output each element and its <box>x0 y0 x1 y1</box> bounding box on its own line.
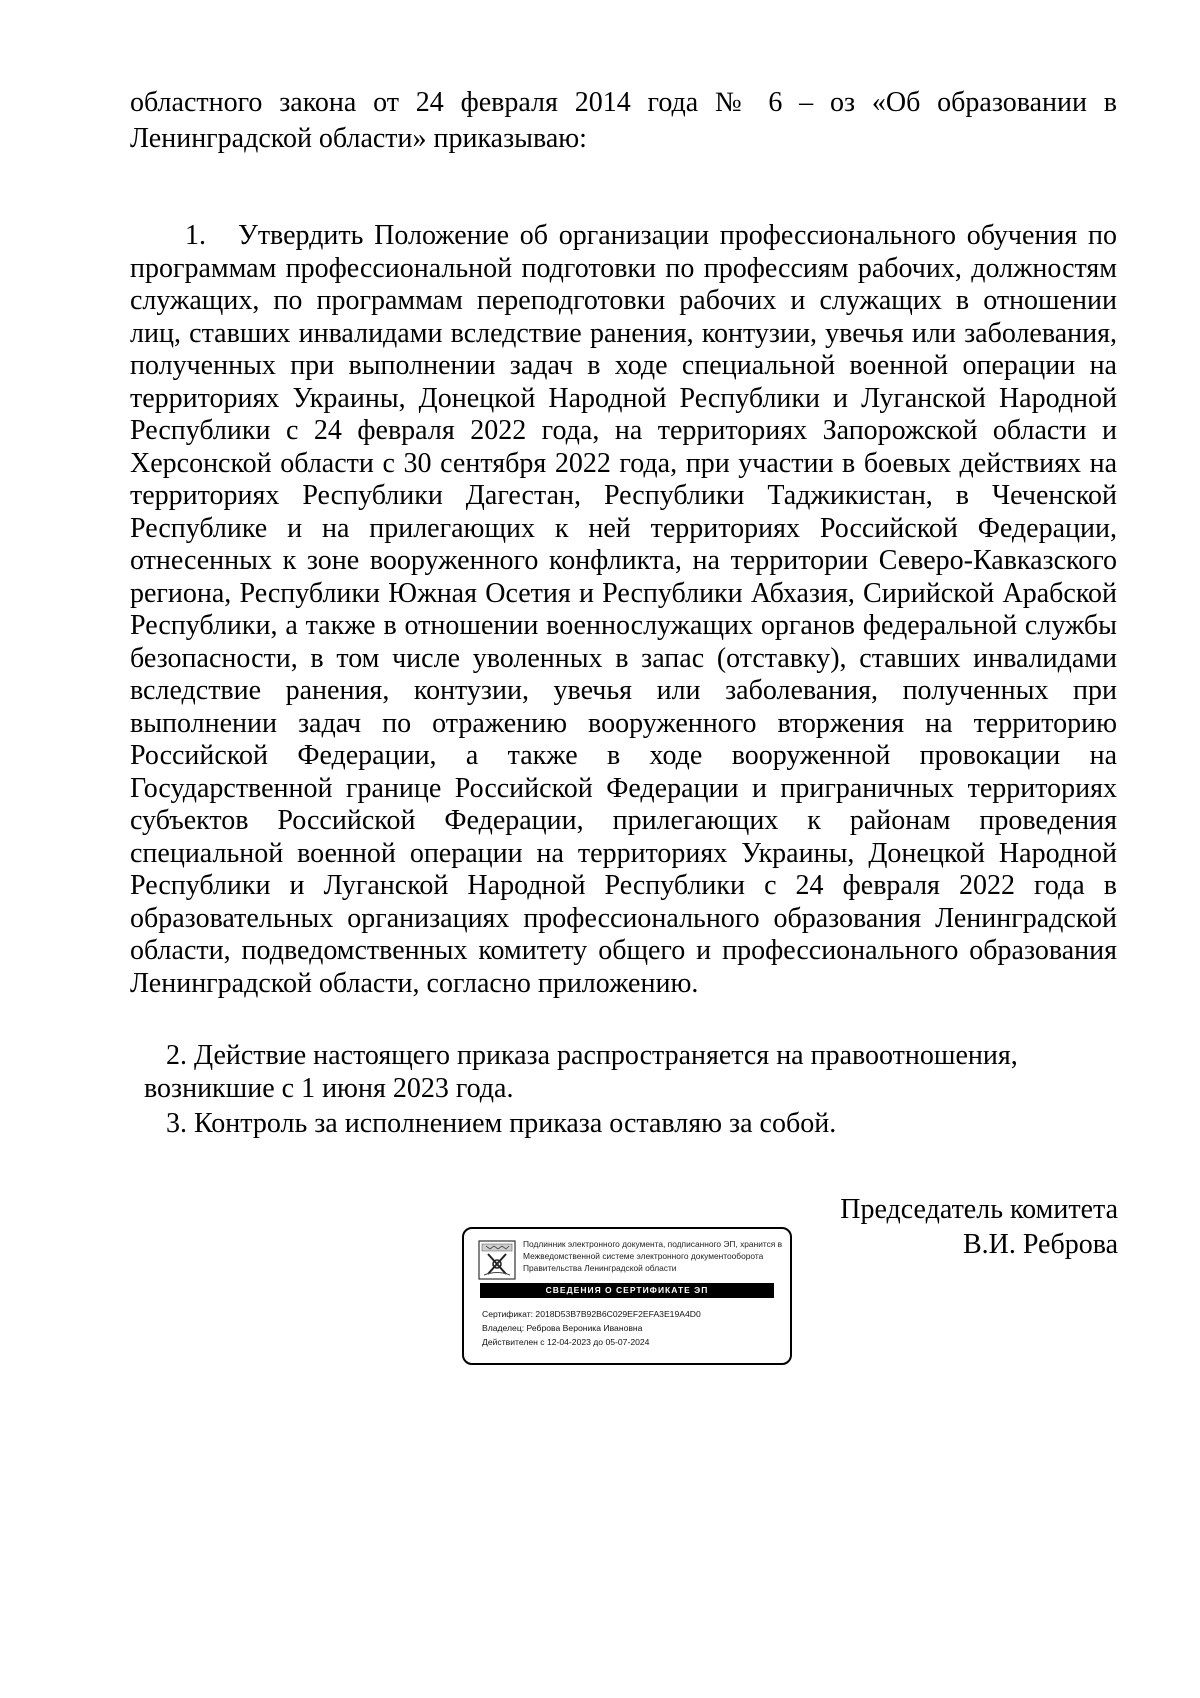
stamp-header: СВЕДЕНИЯ О СЕРТИФИКАТЕ ЭП <box>480 1283 774 1298</box>
stamp-validity: Действителен с 12-04-2023 до 05-07-2024 <box>482 1337 650 1347</box>
stamp-certificate: Сертификат: 2018D53B7B92B6C029EF2EFA3E19A4D0 <box>482 1309 701 1319</box>
stamp-intro-text: Подлинник электронного документа, подписанного ЭП, хранится в Межведомственной системе электронного документооборота Правительства Ленинградской области <box>523 1239 783 1273</box>
item-2-paragraph: 2. Действие настоящего приказа распространяется на правоотношения, возникшие с 1 июня 2023 года. <box>144 1040 1018 1104</box>
electronic-signature-stamp <box>462 1227 792 1365</box>
stamp-owner: Владелец: Реброва Вероника Ивановна <box>482 1323 643 1333</box>
signer-name: В.И. Реброва <box>962 1229 1118 1260</box>
item-1-text: Утвердить Положение об организации профессионального обучения по программам профессиональной подготовки по профессиям рабочих, должностям служащих, по программам переподготовки рабочих и служащих в отношении лиц, ставших инвалидами вследствие ранения, контузии, увечья или заболевания, полученных при выполнении задач в ходе специальной военной операции на территориях Украины, Донецкой Народной Республики и Луганской Народной Республики с 24 февраля 2022 года, на территориях Запорожской области и Херсонской области с 30 сентября 2022 года, при участии в боевых действиях на территориях Республики Дагестан, Республики Таджикистан, в Чеченской Республике и на прилегающих к ней территориях Российской Федерации, отнесенных к зоне вооруженного конфликта, на территории Северо-Кавказского региона, Республики Южная Осетия и Республики Абхазия, Сирийской Арабской Республики, а также в отношении военнослужащих органов федеральной службы безопасности, в том числе уволенных в запас (отставку), ставших инвалидами вследствие ранения, контузии, увечья или заболевания, полученных при выполнении задач по отражению вооруженного вторжения на территорию Российской Федерации, а также в ходе вооруженной провокации на Государственной границе Российской Федерации и приграничных территориях субъектов Российской Федерации, прилегающих к районам проведения специальной военной операции на территориях Украины, Донецкой Народной Республики и Луганской Народной Республики с 24 февраля 2022 года в образовательных организациях профессионального образования Ленинградской области, подведомственных комитету общего и профессионального образования Ленинградской области, согласно приложению. <box>130 220 1117 999</box>
item-3-paragraph: 3. Контроль за исполнением приказа оставляю за собой. <box>166 1108 837 1139</box>
signer-position: Председатель комитета <box>840 1194 1118 1225</box>
lead-paragraph: областного закона от 24 февраля 2014 года № 6 – оз «Об образовании в Ленинградской области» приказываю: <box>130 87 1117 154</box>
item-1-number: 1. <box>185 220 206 251</box>
item-1-paragraph <box>130 220 1117 1000</box>
signature-block <box>840 1192 1118 1262</box>
coat-of-arms-emblem-icon <box>478 1240 516 1280</box>
